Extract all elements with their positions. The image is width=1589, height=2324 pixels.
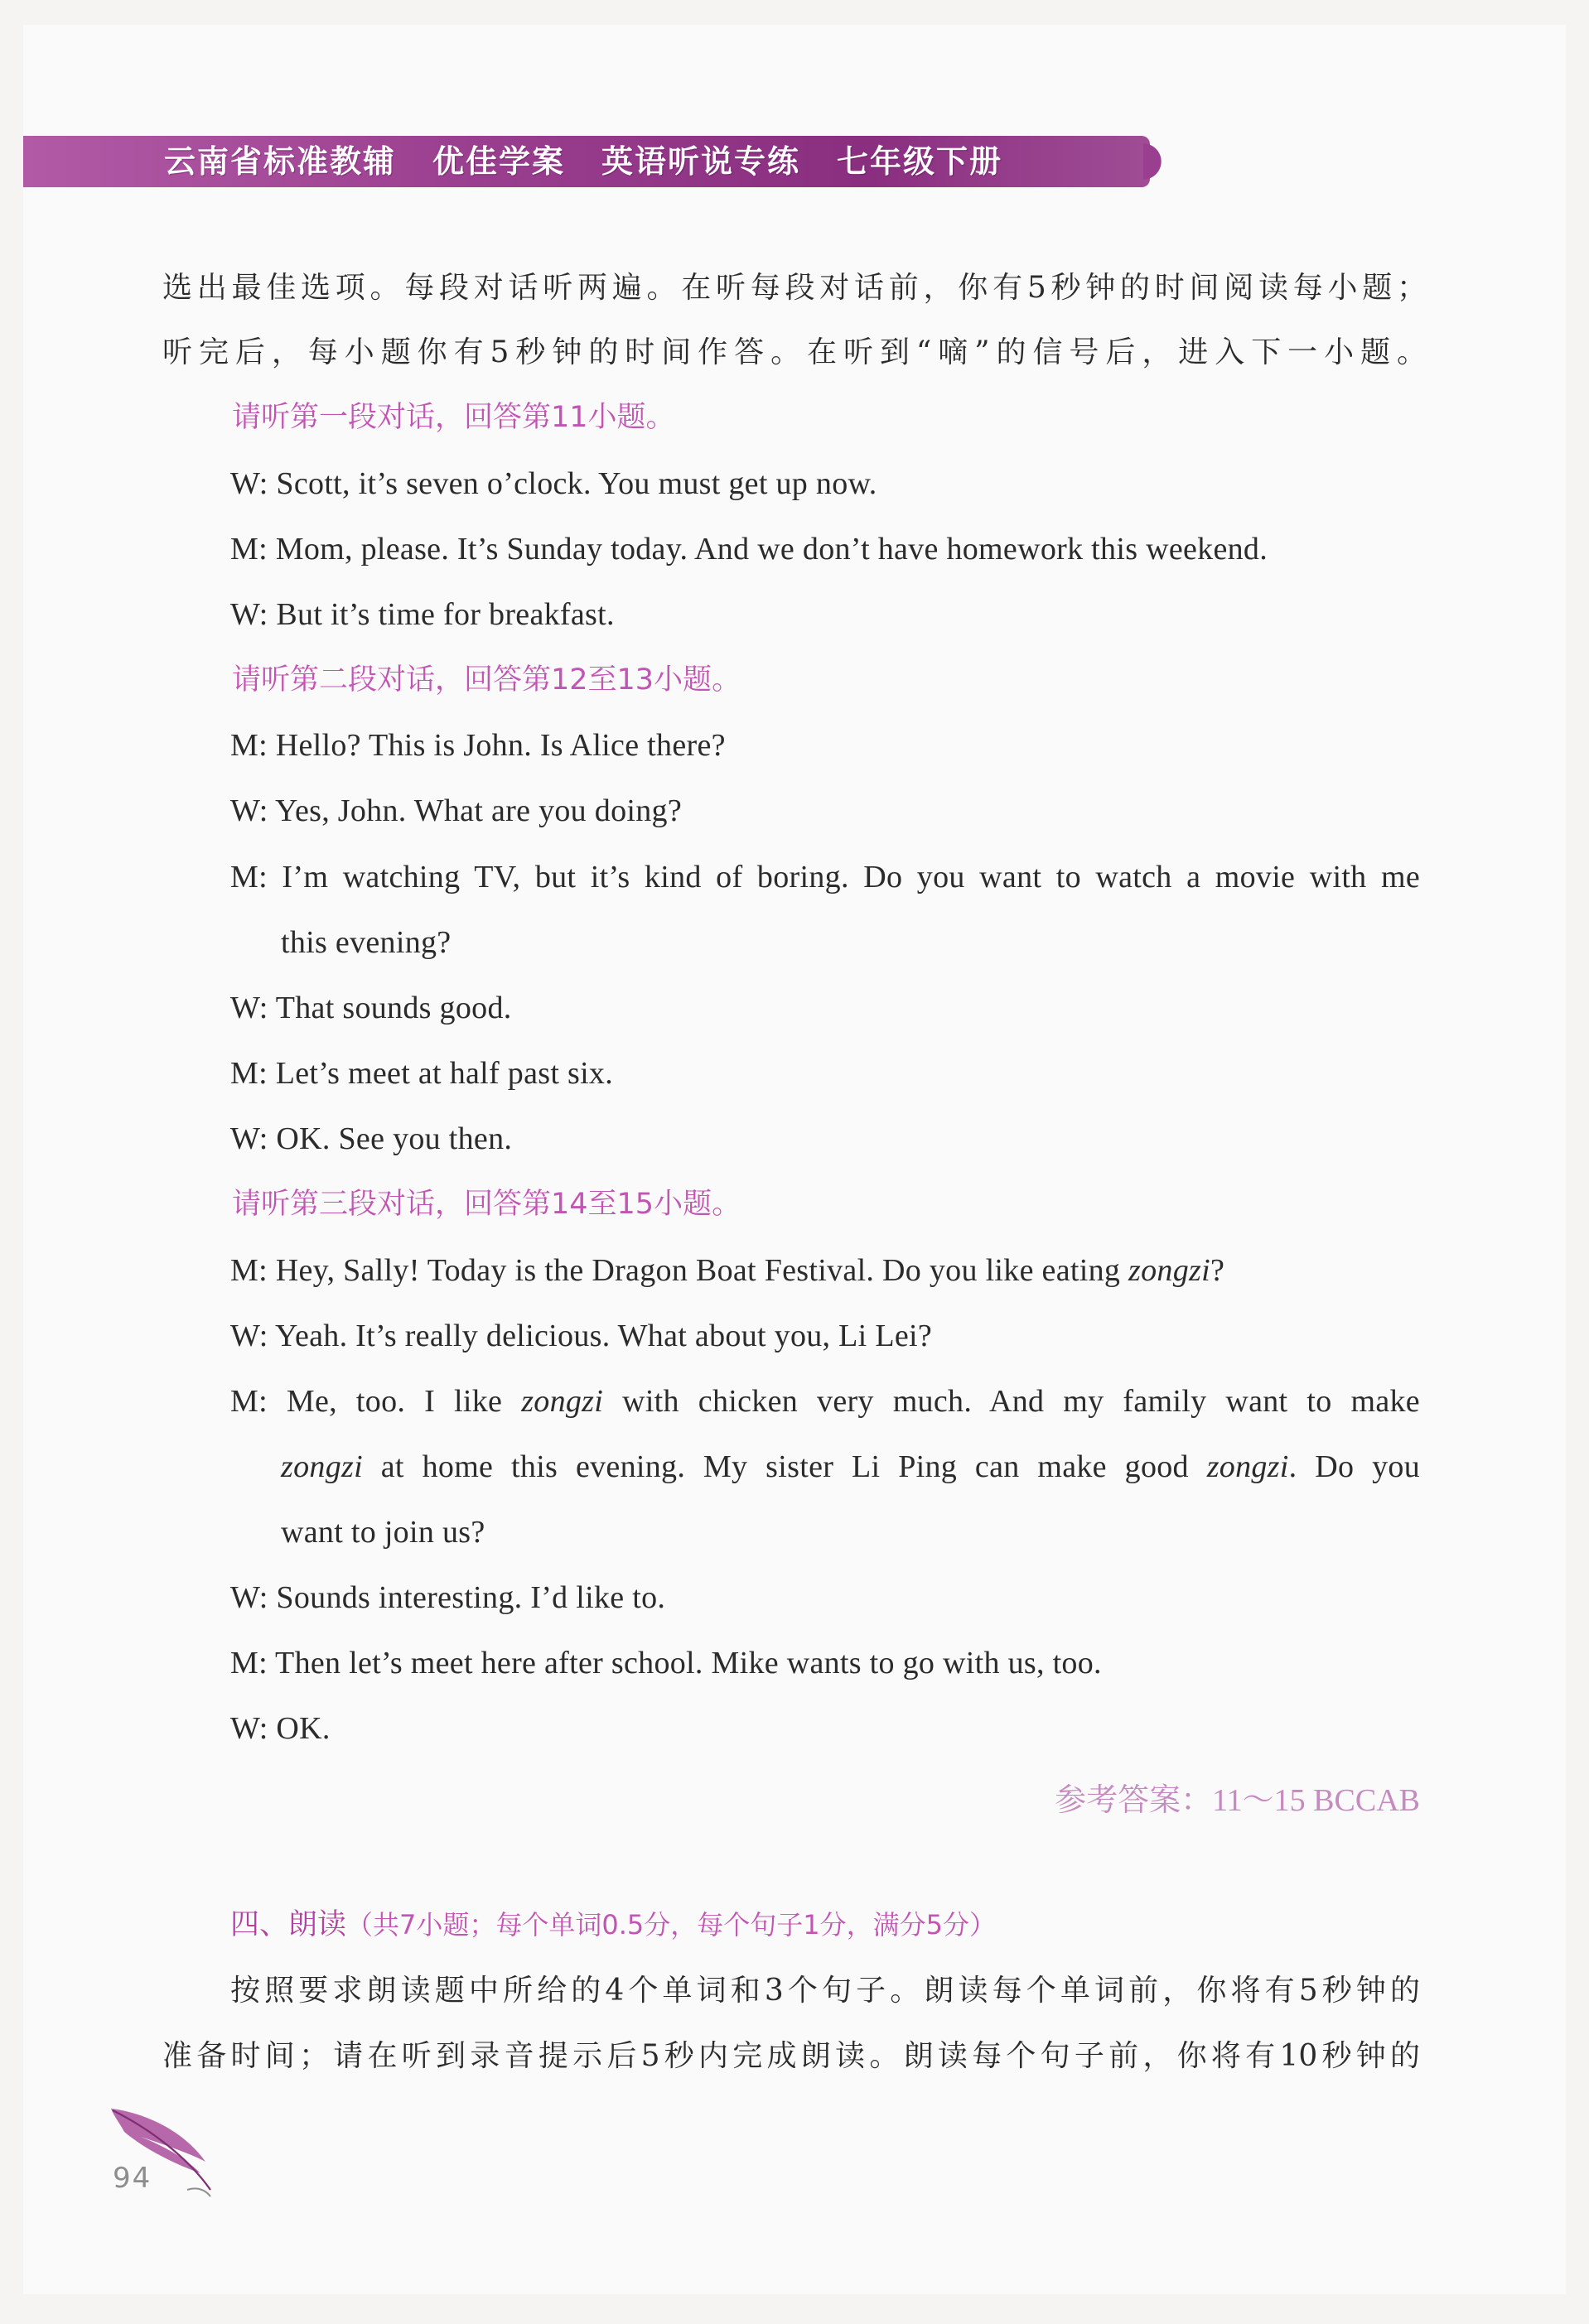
dialog3-line-5: M: Then let’s meet here after school. Mike wants to go with us, too. [230, 1646, 1102, 1680]
header-segment-grade: 七年级下册 [837, 143, 1003, 180]
dialog2-line-3-continued: this evening? [281, 925, 452, 960]
zongzi-term: zongzi [521, 1384, 604, 1419]
dialog3-heading: 请听第三段对话，回答第14至15小题。 [232, 1188, 741, 1221]
zongzi-term: zongzi [1128, 1253, 1210, 1288]
dialog3-line-4-end: . Do you [1288, 1449, 1421, 1484]
intro-line-1: 选出最佳选项。每段对话听两遍。在听每段对话前，你有5秒钟的时间阅读每小题； [162, 271, 1427, 305]
dialog3-line-4: W: Sounds interesting. I’d like to. [230, 1580, 666, 1615]
dialog2-line-2: W: Yes, John. What are you doing? [230, 793, 682, 828]
dialog3-line-3-continued-2: want to join us? [281, 1515, 485, 1550]
dialog3-line-1-end: ? [1210, 1253, 1225, 1288]
dialog3-line-1-text: M: Hey, Sally! Today is the Dragon Boat Festival. Do you like eating [230, 1253, 1128, 1288]
dialog2-line-3: M: I’m watching TV, but it’s kind of boring. Do you want to watch a movie with me [230, 860, 1420, 894]
dialog2-line-1: M: Hello? This is John. Is Alice there? [230, 728, 726, 763]
section4-heading [230, 1903, 996, 1946]
dialog3-line-3-end: with chicken very much. And my family want to make [603, 1384, 1420, 1419]
dialog3-line-3 [230, 1380, 1420, 1423]
dialog2-line-6: W: OK. See you then. [230, 1121, 513, 1156]
dialog1-line-3: W: But it’s time for breakfast. [230, 597, 615, 632]
dialog3-line-2: W: Yeah. It’s really delicious. What about you, Li Lei? [230, 1319, 933, 1353]
section4-subtitle: （共7小题；每个单词0.5分，每个句子1分，满分5分） [346, 1909, 996, 1941]
dialog1-line-2: M: Mom, please. It’s Sunday today. And we don’t have homework this weekend. [230, 532, 1268, 567]
dialog1-line-1: W: Scott, it’s seven o’clock. You must get up now. [230, 466, 877, 501]
header-title [164, 136, 1039, 187]
intro-line-2: 听完后，每小题你有5秒钟的时间作答。在听到“嘀”的信号后，进入下一小题。 [162, 335, 1427, 369]
section4-para-line-1: 按照要求朗读题中所给的4个单词和3个句子。朗读每个单词前，你将有5秒钟的 [230, 1974, 1420, 2008]
section4-para-line-2: 准备时间；请在听到录音提示后5秒内完成朗读。朗读每个句子前，你将有10秒钟的 [162, 2039, 1420, 2073]
header-banner [23, 136, 1150, 187]
dialog3-line-1 [230, 1249, 1224, 1292]
section4-title: 四、朗读 [230, 1908, 347, 1941]
page-number: 94 [113, 2162, 152, 2195]
zongzi-term: zongzi [281, 1449, 363, 1484]
answer-key: 参考答案：11～15 BCCAB [1055, 1783, 1420, 1818]
header-segment-subject: 英语听说专练 [601, 143, 801, 180]
dialog2-heading: 请听第二段对话，回答第12至13小题。 [232, 663, 741, 697]
dialog1-heading: 请听第一段对话，回答第11小题。 [232, 401, 675, 434]
dialog2-line-5: M: Let’s meet at half past six. [230, 1056, 614, 1091]
dialog2-line-4: W: That sounds good. [230, 991, 512, 1025]
dialog3-line-4-text: at home this evening. My sister Li Ping can make good [362, 1449, 1207, 1484]
header-segment-series: 云南省标准教辅 [164, 143, 397, 180]
dialog3-line-3-continued [281, 1445, 1420, 1488]
dialog3-line-6: W: OK. [230, 1711, 331, 1746]
zongzi-term: zongzi [1206, 1449, 1289, 1484]
header-segment-brand: 优佳学案 [432, 143, 566, 180]
dialog3-line-3-text: M: Me, too. I like [230, 1384, 522, 1419]
